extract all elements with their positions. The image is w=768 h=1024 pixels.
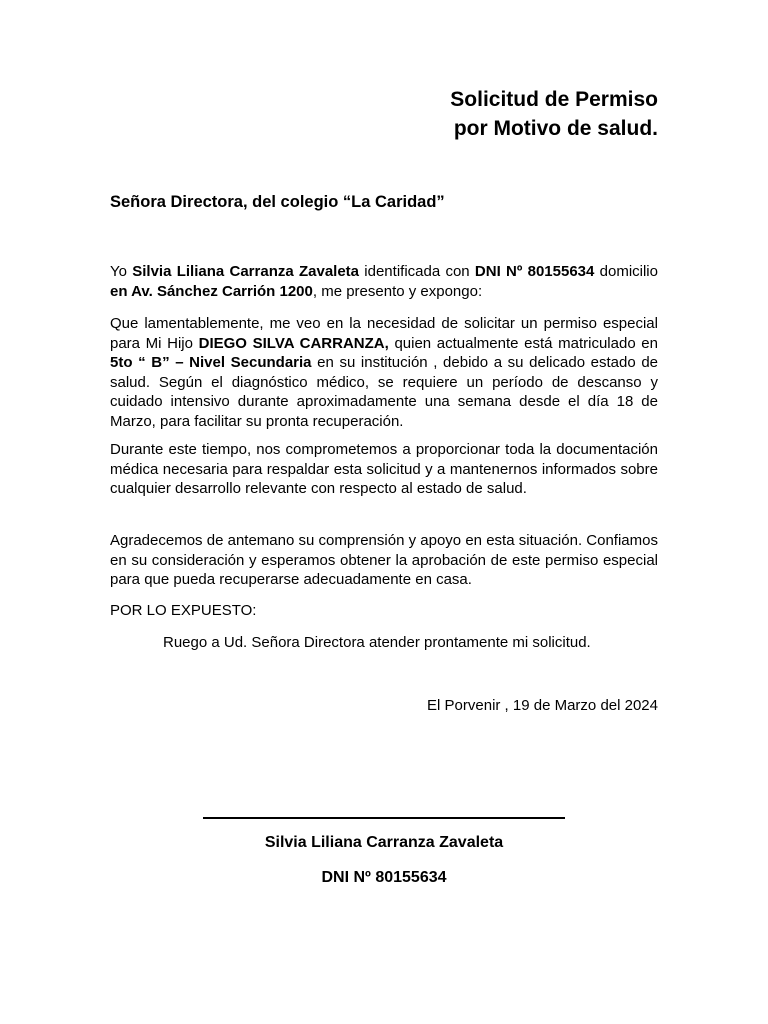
signature-dni: DNI Nº 80155634: [321, 869, 447, 886]
intro-yo: Yo: [110, 263, 133, 280]
por-lo-expuesto: POR LO EXPUESTO:: [110, 602, 257, 619]
applicant-address: en Av. Sánchez Carrión 1200: [110, 282, 313, 300]
document-title-line-1: Solicitud de Permiso: [450, 88, 658, 111]
request-paragraph: [110, 314, 658, 432]
intro-expongo: , me presento y expongo:: [312, 282, 483, 300]
ruego-line: Ruego a Ud. Señora Directora atender prontamente mi solicitud.: [163, 634, 591, 651]
applicant-name: Silvia Liliana Carranza Zavaleta: [132, 263, 360, 280]
child-grade: 5to “ B” – Nivel Secundaria: [110, 354, 312, 372]
request-part-3: en su institución , debido a su delicado estado de salud. Según el diagnóstico médico, se requiere un período de descanso y cuidado intensivo durante aproximadamente una semana desde el día 18 de Marzo, para facilitar su pronta recuperación.: [110, 354, 659, 430]
signature-line: [203, 817, 565, 819]
request-part-2: quien actualmente está matriculado en: [388, 334, 658, 352]
recipient-salutation: Señora Directora, del colegio “La Caridad”: [110, 193, 445, 211]
child-name: DIEGO SILVA CARRANZA,: [198, 334, 389, 352]
signature-name: Silvia Liliana Carranza Zavaleta: [264, 834, 504, 851]
intro-paragraph: [110, 262, 658, 301]
intro-identificada: identificada con: [359, 263, 475, 280]
thanks-paragraph: Agradecemos de antemano su comprensión y apoyo en esta situación. Confiamos en su consideración y esperamos obtener la aprobación de este permiso especial para que pueda recuperarse adecuadamente en casa.: [110, 532, 658, 589]
intro-domicilio: domicilio: [594, 263, 658, 280]
place-date-line: El Porvenir , 19 de Marzo del 2024: [427, 697, 658, 714]
applicant-dni: DNI Nº 80155634: [474, 263, 595, 280]
document-title-line-2: por Motivo de salud.: [453, 117, 658, 140]
request-part-1: Que lamentablemente, me veo en la necesidad de solicitar un permiso especial para Mi Hijo: [110, 315, 658, 352]
commitment-paragraph: Durante este tiempo, nos comprometemos a proporcionar toda la documentación médica necesaria para respaldar esta solicitud y a mantenernos informados sobre cualquier desarrollo relevante con respecto al estado de salud.: [110, 441, 658, 498]
